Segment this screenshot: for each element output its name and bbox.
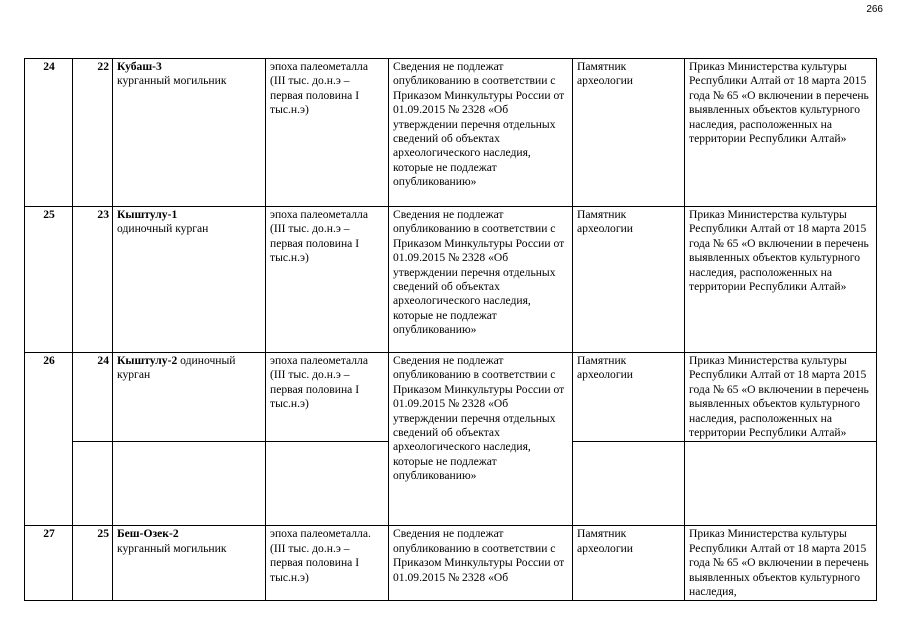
empty-cell bbox=[685, 442, 877, 526]
table-row bbox=[25, 59, 877, 207]
row-number: 24 bbox=[25, 59, 73, 207]
row-number: 26 bbox=[25, 353, 73, 526]
era-cell: эпоха палеометалла (III тыс. до.н.э – первая половина I тыс.н.э) bbox=[266, 353, 389, 442]
site-type: одиночный курган bbox=[117, 222, 209, 236]
location-cell: Сведения не подлежат опубликованию в соответствии с Приказом Минкультуры России от 01.09.2015 № 2328 «Об bbox=[389, 526, 573, 601]
row-sub-number: 23 bbox=[73, 207, 113, 353]
category-cell: Памятник археологии bbox=[573, 353, 685, 442]
document-cell: Приказ Министерства культуры Республики Алтай от 18 марта 2015 года № 65 «О включении в перечень выявленных объектов культурного наследия, расположенных на территории Республики Алтай» bbox=[685, 207, 877, 353]
site-type: курганный могильник bbox=[117, 541, 227, 555]
row-number: 25 bbox=[25, 207, 73, 353]
row-sub-number: 22 bbox=[73, 59, 113, 207]
site-cell bbox=[113, 207, 266, 353]
document-cell: Приказ Министерства культуры Республики Алтай от 18 марта 2015 года № 65 «О включении в перечень выявленных объектов культурного наследия, расположенных на территории Республики Алтай» bbox=[685, 59, 877, 207]
row-number: 27 bbox=[25, 526, 73, 601]
era-cell: эпоха палеометалла (III тыс. до.н.э – первая половина I тыс.н.э) bbox=[266, 59, 389, 207]
document-cell: Приказ Министерства культуры Республики Алтай от 18 марта 2015 года № 65 «О включении в перечень выявленных объектов культурного наследия, bbox=[685, 526, 877, 601]
document-cell: Приказ Министерства культуры Республики Алтай от 18 марта 2015 года № 65 «О включении в перечень выявленных объектов культурного наследия, расположенных на территории Республики Алтай» bbox=[685, 353, 877, 442]
site-type: одиночный курган bbox=[117, 354, 236, 382]
site-cell bbox=[113, 353, 266, 442]
empty-cell bbox=[573, 442, 685, 526]
page-number: 266 bbox=[866, 4, 883, 15]
empty-cell bbox=[266, 442, 389, 526]
site-cell bbox=[113, 59, 266, 207]
site-name: Кубаш-3 bbox=[117, 60, 162, 73]
category-cell: Памятник археологии bbox=[573, 526, 685, 601]
table-row bbox=[25, 526, 877, 601]
site-cell bbox=[113, 526, 266, 601]
table-row bbox=[25, 207, 877, 353]
site-type: курганный могильник bbox=[117, 74, 227, 88]
table-row bbox=[25, 353, 877, 442]
category-cell: Памятник археологии bbox=[573, 207, 685, 353]
category-cell: Памятник археологии bbox=[573, 59, 685, 207]
location-cell: Сведения не подлежат опубликованию в соответствии с Приказом Минкультуры России от 01.09.2015 № 2328 «Об утверждении перечня отдельных сведений об объектах археологического наследия, которые не подлежат опубликованию» bbox=[389, 59, 573, 207]
empty-cell bbox=[73, 442, 113, 526]
location-cell: Сведения не подлежат опубликованию в соответствии с Приказом Минкультуры России от 01.09.2015 № 2328 «Об утверждении перечня отдельных сведений об объектах археологического наследия, которые не подлежат опубликованию» bbox=[389, 207, 573, 353]
heritage-registry-table bbox=[24, 58, 877, 601]
row-sub-number: 24 bbox=[73, 353, 113, 442]
site-name: Кыштулу-1 bbox=[117, 208, 178, 221]
location-cell: Сведения не подлежат опубликованию в соответствии с Приказом Минкультуры России от 01.09.2015 № 2328 «Об утверждении перечня отдельных сведений об объектах археологического наследия, которые не подлежат опубликованию» bbox=[389, 353, 573, 526]
row-sub-number: 25 bbox=[73, 526, 113, 601]
site-name: Кыштулу-2 bbox=[117, 354, 178, 367]
era-cell: эпоха палеометалла (III тыс. до.н.э – первая половина I тыс.н.э) bbox=[266, 207, 389, 353]
empty-cell bbox=[113, 442, 266, 526]
site-name: Беш-Озек-2 bbox=[117, 527, 179, 541]
era-cell: эпоха палеометалла. (III тыс. до.н.э – первая половина I тыс.н.э) bbox=[266, 526, 389, 601]
